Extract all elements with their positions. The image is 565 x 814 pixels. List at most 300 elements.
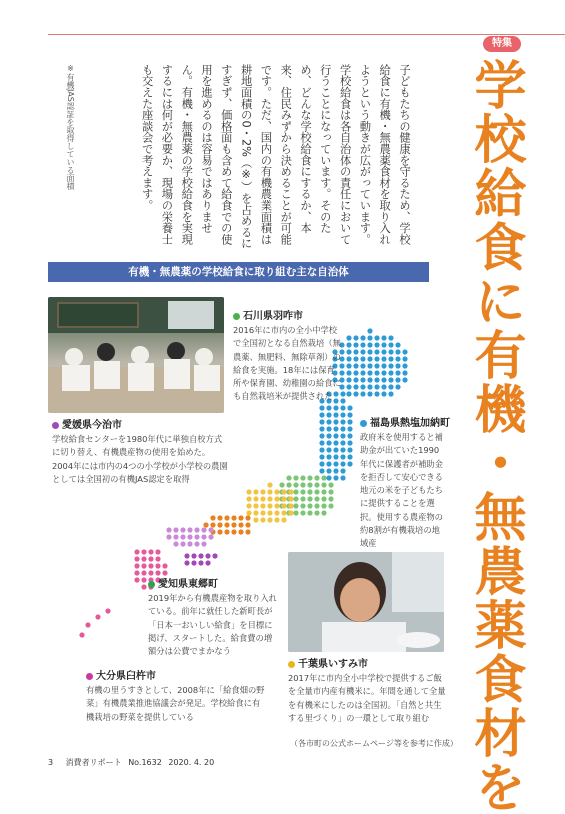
map-dot (231, 522, 236, 527)
map-dot (319, 433, 324, 438)
map-dot (328, 489, 333, 494)
map-dot (208, 534, 213, 539)
map-dot (314, 496, 319, 501)
map-dot (402, 363, 407, 368)
map-dot (353, 370, 358, 375)
map-dot (201, 541, 206, 546)
map-dot (328, 503, 333, 508)
map-dot (134, 570, 139, 575)
map-dot (246, 503, 251, 508)
map-dot (148, 556, 153, 561)
map-dot (300, 503, 305, 508)
map-dot (326, 461, 331, 466)
region-description: 2017年に市内全小中学校で提供するご飯を全量市内産有機米に。年間を通して全量を有機米にしたのは全国初。「自然と共生する里づくり」の一環として取り組む (288, 673, 446, 723)
region-description: 2019年から有機農産物を取り入れている。前年に就任した新町長が「日本一おいしい給食」を目標に掲げ、スタートした。給食費の増額分は公費でまかなう (148, 593, 277, 657)
map-dot (274, 510, 279, 515)
map-dot (388, 391, 393, 396)
region-marker-icon (86, 673, 93, 680)
map-dot (326, 426, 331, 431)
map-dot (340, 475, 345, 480)
map-dot (333, 412, 338, 417)
map-dot (314, 510, 319, 515)
region-hakui-title (233, 307, 343, 322)
map-dot (326, 447, 331, 452)
map-dot (260, 517, 265, 522)
map-dot (333, 440, 338, 445)
map-dot (353, 363, 358, 368)
map-dot (388, 363, 393, 368)
map-dot (319, 447, 324, 452)
map-dot (300, 475, 305, 480)
map-dot (395, 356, 400, 361)
region-marker-icon (148, 581, 155, 588)
map-dot (326, 412, 331, 417)
map-dot (274, 496, 279, 501)
map-dot (367, 377, 372, 382)
map-dot (328, 482, 333, 487)
map-dot (319, 412, 324, 417)
map-dot (319, 426, 324, 431)
map-dot (198, 553, 203, 558)
map-dot (224, 529, 229, 534)
map-dot (201, 534, 206, 539)
map-dot (340, 412, 345, 417)
map-dot (184, 553, 189, 558)
page-title: 学校給食に有機・無農薬食材を (465, 58, 525, 814)
map-dot (381, 349, 386, 354)
map-dot (307, 496, 312, 501)
map-dot (402, 370, 407, 375)
page-number: 3 (48, 758, 54, 767)
map-dot (340, 419, 345, 424)
map-dot (293, 482, 298, 487)
map-dot (208, 527, 213, 532)
map-dot (340, 405, 345, 410)
map-dot (381, 377, 386, 382)
map-dot (367, 370, 372, 375)
map-dot (274, 517, 279, 522)
map-dot (187, 527, 192, 532)
map-dot (293, 489, 298, 494)
map-dot (367, 391, 372, 396)
map-dot (381, 363, 386, 368)
map-dot (353, 356, 358, 361)
map-dot (141, 549, 146, 554)
map-dot (340, 440, 345, 445)
map-dot (346, 349, 351, 354)
region-hakui (233, 307, 343, 404)
map-dot (288, 496, 293, 501)
map-dot (141, 556, 146, 561)
map-dot (321, 503, 326, 508)
map-dot (321, 510, 326, 515)
map-dot (395, 342, 400, 347)
region-description: 学校給食センターを1980年代に単独自校方式に切り替え、有機農産物の使用を始めた。2004年には市内の4つの小学校が小学校の農園としては全国初の有機JAS認定を取得 (52, 434, 228, 484)
region-name: 愛媛県今治市 (62, 420, 122, 431)
map-dot (388, 370, 393, 375)
map-dot (367, 328, 372, 333)
map-dot (267, 503, 272, 508)
issue-date: 2020. 4. 20 (168, 758, 215, 767)
map-dot (253, 517, 258, 522)
map-dot (246, 496, 251, 501)
map-dot (141, 563, 146, 568)
map-dot (374, 356, 379, 361)
map-dot (238, 515, 243, 520)
map-dot (260, 510, 265, 515)
map-dot (314, 482, 319, 487)
map-dot (381, 370, 386, 375)
map-dot (367, 349, 372, 354)
map-dot (314, 503, 319, 508)
map-dot (374, 349, 379, 354)
map-dot (319, 405, 324, 410)
map-dot (395, 349, 400, 354)
map-dot (321, 489, 326, 494)
map-dot (198, 560, 203, 565)
map-dot (374, 377, 379, 382)
section-banner: 有機・無農薬の学校給食に取り組む主な自治体 (48, 262, 429, 282)
region-name: 石川県羽咋市 (243, 311, 303, 322)
page-footer (48, 757, 214, 768)
map-dot (191, 560, 196, 565)
map-dot (353, 349, 358, 354)
map-dot (388, 349, 393, 354)
map-dot (191, 553, 196, 558)
map-dot (217, 522, 222, 527)
map-dot (395, 377, 400, 382)
map-dot (367, 356, 372, 361)
map-dot (288, 489, 293, 494)
map-dot (347, 405, 352, 410)
map-dot (148, 563, 153, 568)
map-dot (346, 377, 351, 382)
map-dot (333, 454, 338, 459)
map-dot (374, 384, 379, 389)
map-dot (201, 527, 206, 532)
map-dot (238, 522, 243, 527)
map-dot (360, 342, 365, 347)
map-dot (286, 475, 291, 480)
intro-paragraph: 子どもたちの健康を守るため、学校給食に有機・無農薬食材を取り入れようという動きが広がっています。学校給食は各自治体の責任において行うことになっています。そのため、どんな学校給食にするか、本来、住民みずから決めることが可能です。ただ、国内の有機農業面積は耕地面積の0・2%（※）を占めるにすぎず、価格面も含めて給食での使用を進めるのは容易ではありません。有機・無農薬の学校給食を実現するには何が必要か、現場の栄養士も交えた座談会で考えます。 (140, 64, 411, 249)
map-dot (245, 515, 250, 520)
map-dot (231, 515, 236, 520)
map-dot (307, 510, 312, 515)
region-isumi (288, 655, 446, 725)
map-dot (293, 496, 298, 501)
map-dot (231, 529, 236, 534)
map-dot (238, 529, 243, 534)
region-marker-icon (360, 420, 367, 427)
map-dot (281, 489, 286, 494)
map-dot (347, 426, 352, 431)
map-dot (360, 391, 365, 396)
map-dot (333, 475, 338, 480)
map-dot (210, 522, 215, 527)
map-dot (253, 510, 258, 515)
region-usuki (86, 667, 266, 724)
map-dot (395, 370, 400, 375)
map-dot (155, 549, 160, 554)
map-dot (279, 482, 284, 487)
map-dot (300, 489, 305, 494)
map-dot (367, 342, 372, 347)
map-dot (347, 419, 352, 424)
map-dot (374, 342, 379, 347)
map-dot (134, 577, 139, 582)
map-dot (246, 510, 251, 515)
map-dot (360, 349, 365, 354)
map-dot (402, 356, 407, 361)
map-dot (346, 391, 351, 396)
region-name: 愛知県東郷町 (158, 579, 218, 590)
map-dot (346, 370, 351, 375)
map-dot (314, 489, 319, 494)
map-dot (307, 489, 312, 494)
region-imabari (52, 416, 228, 486)
region-name: 大分県臼杵市 (96, 671, 156, 682)
map-dot (194, 534, 199, 539)
map-dot (360, 370, 365, 375)
map-dot (381, 391, 386, 396)
map-dot (134, 549, 139, 554)
map-dot (180, 541, 185, 546)
region-marker-icon (233, 313, 240, 320)
map-dot (300, 496, 305, 501)
map-dot (203, 522, 208, 527)
source-credit: （各市町の公式ホームページ等を参考に作成） (290, 739, 458, 748)
map-dot (326, 440, 331, 445)
region-atsushiokano (360, 414, 450, 551)
map-dot (333, 419, 338, 424)
map-dot (105, 608, 110, 613)
map-dot (95, 614, 100, 619)
feature-badge: 特集 (483, 36, 521, 52)
map-dot (326, 433, 331, 438)
map-dot (217, 515, 222, 520)
map-dot (319, 440, 324, 445)
map-dot (346, 356, 351, 361)
map-dot (281, 503, 286, 508)
map-dot (333, 405, 338, 410)
map-dot (267, 510, 272, 515)
map-dot (245, 529, 250, 534)
map-dot (281, 517, 286, 522)
map-dot (141, 570, 146, 575)
map-dot (326, 419, 331, 424)
map-dot (288, 503, 293, 508)
map-dot (402, 377, 407, 382)
map-dot (293, 510, 298, 515)
map-dot (253, 496, 258, 501)
map-dot (212, 553, 217, 558)
map-dot (374, 335, 379, 340)
map-dot (180, 527, 185, 532)
map-dot (353, 384, 358, 389)
map-dot (246, 489, 251, 494)
map-dot (293, 475, 298, 480)
map-dot (347, 454, 352, 459)
map-dot (319, 468, 324, 473)
map-dot (367, 363, 372, 368)
map-dot (340, 461, 345, 466)
map-dot (340, 426, 345, 431)
map-dot (314, 475, 319, 480)
map-dot (347, 447, 352, 452)
map-dot (217, 529, 222, 534)
map-dot (286, 482, 291, 487)
map-dot (353, 377, 358, 382)
map-dot (367, 335, 372, 340)
map-dot (360, 377, 365, 382)
map-dot (360, 356, 365, 361)
map-dot (402, 349, 407, 354)
map-dot (319, 461, 324, 466)
map-dot (319, 419, 324, 424)
map-dot (346, 363, 351, 368)
map-dot (353, 335, 358, 340)
map-dot (134, 556, 139, 561)
map-dot (155, 563, 160, 568)
map-dot (321, 482, 326, 487)
issue-number: No.1632 (128, 758, 162, 767)
map-dot (381, 342, 386, 347)
map-dot (395, 384, 400, 389)
map-dot (347, 440, 352, 445)
map-dot (300, 482, 305, 487)
map-dot (307, 475, 312, 480)
map-dot (79, 632, 84, 637)
map-dot (274, 489, 279, 494)
map-dot (293, 503, 298, 508)
map-dot (333, 426, 338, 431)
publication-name: 消費者リポート (65, 758, 122, 767)
map-dot (267, 496, 272, 501)
map-dot (367, 384, 372, 389)
map-dot (245, 522, 250, 527)
map-dot (210, 515, 215, 520)
region-name: 福島県熱塩加納町 (370, 418, 450, 429)
map-dot (173, 541, 178, 546)
map-dot (85, 622, 90, 627)
map-dot (326, 454, 331, 459)
map-dot (166, 527, 171, 532)
map-dot (300, 510, 305, 515)
region-description: 2016年に市内の全小中学校で全国初となる自然栽培（無農薬、無肥料、無除草剤）の給食を実施。18年には保育所や保育園、幼稚園の給食にも自然栽培米が提供された (233, 325, 341, 402)
map-dot (326, 475, 331, 480)
map-dot (267, 489, 272, 494)
map-dot (194, 541, 199, 546)
map-dot (374, 363, 379, 368)
map-dot (307, 503, 312, 508)
map-dot (347, 433, 352, 438)
map-dot (184, 560, 189, 565)
map-dot (326, 468, 331, 473)
region-marker-icon (288, 661, 295, 668)
map-dot (388, 384, 393, 389)
map-dot (307, 482, 312, 487)
map-dot (347, 412, 352, 417)
map-dot (346, 335, 351, 340)
map-dot (333, 433, 338, 438)
map-dot (374, 391, 379, 396)
map-dot (388, 356, 393, 361)
map-dot (260, 496, 265, 501)
map-dot (281, 510, 286, 515)
map-dot (326, 405, 331, 410)
map-dot (288, 510, 293, 515)
map-dot (388, 342, 393, 347)
map-dot (274, 503, 279, 508)
map-dot (333, 447, 338, 452)
map-dot (388, 335, 393, 340)
map-dot (253, 489, 258, 494)
map-dot (173, 527, 178, 532)
map-dot (205, 560, 210, 565)
map-dot (166, 534, 171, 539)
map-dot (346, 342, 351, 347)
map-dot (321, 475, 326, 480)
map-dot (381, 384, 386, 389)
map-dot (360, 384, 365, 389)
map-dot (148, 549, 153, 554)
map-dot (194, 527, 199, 532)
map-dot (173, 534, 178, 539)
map-dot (340, 433, 345, 438)
map-dot (187, 534, 192, 539)
region-description: 政府米を使用すると補助金が出ていた1990年代に保護者が補助金を拒否して安心できる地元の米を子どもたちに提供することを選択。使用する農産物の約8割が有機栽培の地域産 (360, 432, 443, 549)
map-dot (333, 461, 338, 466)
map-dot (381, 356, 386, 361)
map-dot (141, 584, 146, 589)
map-dot (205, 553, 210, 558)
header-rule (48, 34, 565, 35)
map-dot (360, 363, 365, 368)
map-dot (353, 342, 358, 347)
map-dot (328, 496, 333, 501)
map-dot (155, 556, 160, 561)
map-dot (267, 517, 272, 522)
map-dot (141, 577, 146, 582)
map-dot (333, 468, 338, 473)
map-dot (353, 391, 358, 396)
map-dot (253, 503, 258, 508)
map-dot (346, 384, 351, 389)
footnote: ※有機JAS認証を取得している面積 (66, 64, 75, 190)
map-dot (319, 454, 324, 459)
map-dot (381, 335, 386, 340)
map-dot (321, 496, 326, 501)
map-dot (281, 496, 286, 501)
map-dot (340, 468, 345, 473)
region-togo (148, 575, 280, 658)
map-dot (347, 461, 352, 466)
map-dot (134, 563, 139, 568)
map-dot (374, 370, 379, 375)
map-dot (360, 335, 365, 340)
map-dot (260, 503, 265, 508)
map-dot (395, 363, 400, 368)
region-marker-icon (52, 422, 59, 429)
map-dot (388, 377, 393, 382)
map-dot (224, 515, 229, 520)
map-dot (187, 541, 192, 546)
map-dot (340, 454, 345, 459)
region-name: 千葉県いすみ市 (298, 659, 368, 670)
map-dot (267, 482, 272, 487)
region-description: 有機の里うすきとして、2008年に「給食畑の野菜」有機農業推進協議会が発足。学校給食に有機栽培の野菜を提供している (86, 685, 265, 722)
map-dot (180, 534, 185, 539)
